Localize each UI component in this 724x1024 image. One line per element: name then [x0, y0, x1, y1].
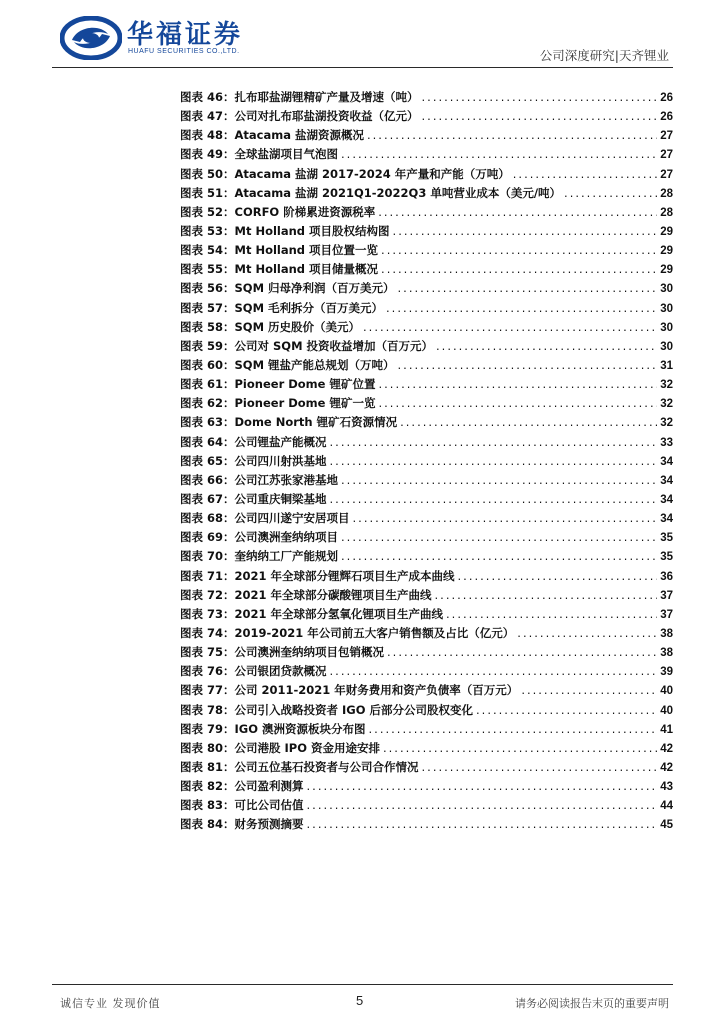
toc-dot-leader	[341, 547, 657, 566]
toc-entry[interactable]	[180, 739, 673, 758]
toc-entry-label: 图表 72：2021 年全球部分碳酸锂项目生产曲线	[180, 587, 432, 602]
toc-entry-page: 40	[660, 685, 673, 698]
toc-entry[interactable]	[180, 88, 673, 107]
toc-entry[interactable]	[180, 394, 673, 413]
toc-entry[interactable]	[180, 126, 673, 145]
toc-entry-label: 图表 75：公司澳洲奎纳纳项目包销概况	[180, 645, 385, 660]
toc-entry-page: 35	[660, 532, 673, 545]
toc-entry[interactable]	[180, 701, 673, 720]
brand-name-en: HUAFU SECURITIES CO.,LTD.	[128, 48, 240, 55]
toc-entry-page: 27	[660, 130, 673, 143]
toc-dot-leader	[564, 184, 657, 203]
footer-slogan: 诚信专业 发现价值	[60, 997, 161, 1010]
toc-entry-label: 图表 80：公司港股 IPO 资金用途安排	[180, 740, 380, 755]
toc-entry-label: 图表 66：公司江苏张家港基地	[180, 472, 339, 487]
toc-entry-page: 33	[660, 436, 673, 449]
toc-entry[interactable]	[180, 796, 673, 815]
toc-entry-label: 图表 60：SQM 锂盐产能总规划（万吨）	[180, 357, 395, 372]
toc-entry-page: 27	[660, 149, 673, 162]
toc-entry-label: 图表 50：Atacama 盐湖 2017-2024 年产量和产能（万吨）	[180, 166, 510, 181]
toc-entry[interactable]	[180, 241, 673, 260]
toc-entry-label: 图表 59：公司对 SQM 投资收益增加（百万元）	[180, 338, 434, 353]
toc-entry-page: 37	[660, 608, 673, 621]
toc-dot-leader	[435, 586, 658, 605]
toc-entry-label: 图表 78：公司引入战略投资者 IGO 后部分公司股权变化	[180, 702, 474, 717]
toc-entry-page: 35	[660, 551, 673, 564]
toc-dot-leader	[393, 222, 658, 241]
toc-entry-page: 31	[660, 359, 673, 372]
toc-entry-page: 32	[660, 398, 673, 411]
toc-entry-label: 图表 54：Mt Holland 项目位置一览	[180, 243, 379, 258]
toc-entry[interactable]	[180, 815, 673, 834]
toc-entry-label: 图表 53：Mt Holland 项目股权结构图	[180, 223, 390, 238]
toc-entry-label: 图表 63：Dome North 锂矿石资源情况	[180, 415, 398, 430]
toc-entry-page: 30	[660, 283, 673, 296]
toc-entry-label: 图表 71：2021 年全球部分锂辉石项目生产成本曲线	[180, 568, 455, 583]
toc-entry-label: 图表 83：可比公司估值	[180, 798, 304, 813]
toc-entry[interactable]	[180, 720, 673, 739]
toc-dot-leader	[378, 394, 657, 413]
toc-entry-page: 37	[660, 589, 673, 602]
toc-entry[interactable]	[180, 605, 673, 624]
toc-entry[interactable]	[180, 643, 673, 662]
toc-entry-label: 图表 55：Mt Holland 项目储量概况	[180, 262, 379, 277]
footer-disclaimer-note: 请务必阅读报告末页的重要声明	[515, 997, 669, 1010]
toc-entry[interactable]	[180, 777, 673, 796]
toc-entry-page: 32	[660, 379, 673, 392]
toc-dot-leader	[513, 165, 657, 184]
toc-dot-leader	[422, 758, 658, 777]
toc-entry[interactable]	[180, 758, 673, 777]
toc-dot-leader	[476, 701, 657, 720]
toc-entry-label: 图表 65：公司四川射洪基地	[180, 453, 327, 468]
toc-entry[interactable]	[180, 624, 673, 643]
toc-entry-label: 图表 82：公司盈利测算	[180, 779, 304, 794]
toc-entry-page: 26	[660, 111, 673, 124]
toc-entry-page: 28	[660, 206, 673, 219]
toc-entry-label: 图表 46：扎布耶盐湖锂精矿产量及增速（吨）	[180, 90, 419, 104]
toc-entry-page: 29	[660, 245, 673, 258]
toc-entry[interactable]	[180, 299, 673, 318]
toc-entry[interactable]	[180, 471, 673, 490]
toc-entry-page: 36	[660, 570, 673, 583]
toc-dot-leader	[517, 624, 657, 643]
page-header	[0, 0, 724, 70]
toc-dot-leader	[387, 643, 657, 662]
toc-entry[interactable]	[180, 413, 673, 432]
toc-entry-label: 图表 70：奎纳纳工厂产能规划	[180, 549, 339, 564]
toc-dot-leader	[330, 452, 658, 471]
toc-entry[interactable]	[180, 318, 673, 337]
report-type-title: 公司深度研究|天齐锂业	[539, 48, 669, 63]
toc-entry-page: 34	[660, 513, 673, 526]
toc-dot-leader	[521, 681, 657, 700]
toc-entry[interactable]	[180, 145, 673, 164]
toc-entry-page: 30	[660, 321, 673, 334]
figure-index-list	[180, 88, 673, 834]
toc-entry-page: 42	[660, 761, 673, 774]
toc-entry[interactable]	[180, 356, 673, 375]
toc-entry-label: 图表 52：CORFO 阶梯累进资源税率	[180, 204, 376, 219]
toc-dot-leader	[422, 107, 658, 126]
toc-entry-label: 图表 48：Atacama 盐湖资源概况	[180, 128, 364, 143]
toc-entry-page: 45	[660, 819, 673, 832]
huafu-logo-icon	[60, 16, 122, 60]
toc-entry-label: 图表 56：SQM 归母净利润（百万美元）	[180, 281, 395, 296]
toc-dot-leader	[353, 509, 658, 528]
toc-dot-leader	[446, 605, 657, 624]
toc-entry-page: 29	[660, 225, 673, 238]
toc-entry[interactable]	[180, 107, 673, 126]
footer-divider	[52, 984, 673, 985]
toc-dot-leader	[330, 490, 658, 509]
toc-entry-page: 34	[660, 493, 673, 506]
toc-entry-label: 图表 57：SQM 毛利拆分（百万美元）	[180, 300, 384, 315]
toc-dot-leader	[398, 356, 658, 375]
toc-entry[interactable]	[180, 337, 673, 356]
toc-entry[interactable]	[180, 452, 673, 471]
toc-dot-leader	[381, 241, 657, 260]
toc-entry-page: 38	[660, 627, 673, 640]
toc-dot-leader	[369, 720, 658, 739]
toc-entry-page: 34	[660, 474, 673, 487]
toc-entry-label: 图表 68：公司四川遂宁安居项目	[180, 511, 350, 526]
toc-entry[interactable]	[180, 184, 673, 203]
toc-dot-leader	[400, 413, 657, 432]
toc-entry-label: 图表 61：Pioneer Dome 锂矿位置	[180, 377, 376, 392]
toc-entry-page: 34	[660, 455, 673, 468]
toc-entry-page: 30	[660, 302, 673, 315]
toc-entry[interactable]	[180, 567, 673, 586]
toc-entry-page: 40	[660, 704, 673, 717]
toc-dot-leader	[363, 318, 657, 337]
toc-entry-label: 图表 67：公司重庆铜梁基地	[180, 491, 327, 506]
toc-entry-page: 43	[660, 781, 673, 794]
toc-entry-label: 图表 69：公司澳洲奎纳纳项目	[180, 530, 339, 545]
toc-entry[interactable]	[180, 681, 673, 700]
toc-entry-page: 39	[660, 666, 673, 679]
toc-entry-page: 28	[660, 187, 673, 200]
header-divider	[52, 67, 673, 68]
toc-entry-page: 32	[660, 417, 673, 430]
toc-dot-leader	[436, 337, 657, 356]
toc-dot-leader	[383, 739, 657, 758]
brand-name-cn: 华福证券	[127, 20, 244, 50]
toc-entry[interactable]	[180, 165, 673, 184]
toc-dot-leader	[386, 299, 657, 318]
toc-dot-leader	[307, 815, 658, 834]
toc-entry-page: 41	[660, 723, 673, 736]
toc-entry[interactable]	[180, 375, 673, 394]
toc-dot-leader	[378, 375, 657, 394]
toc-entry-page: 44	[660, 800, 673, 813]
toc-entry-page: 26	[660, 92, 673, 104]
toc-entry-label: 图表 62：Pioneer Dome 锂矿一览	[180, 396, 376, 411]
toc-entry[interactable]	[180, 528, 673, 547]
toc-dot-leader	[330, 662, 658, 681]
toc-entry-label: 图表 77：公司 2011-2021 年财务费用和资产负债率（百万元）	[180, 683, 519, 698]
toc-entry[interactable]	[180, 586, 673, 605]
toc-dot-leader	[381, 260, 657, 279]
toc-entry-label: 图表 49：全球盐湖项目气泡图	[180, 147, 339, 162]
toc-entry-label: 图表 58：SQM 历史股价（美元）	[180, 319, 361, 334]
toc-dot-leader	[378, 203, 657, 222]
toc-entry-label: 图表 51：Atacama 盐湖 2021Q1-2022Q3 单吨营业成本（美元/吨）	[180, 185, 562, 200]
toc-entry[interactable]	[180, 279, 673, 298]
toc-entry[interactable]	[180, 509, 673, 528]
toc-dot-leader	[422, 88, 658, 107]
toc-entry[interactable]	[180, 260, 673, 279]
toc-entry-label: 图表 84：财务预测摘要	[180, 817, 304, 832]
toc-entry[interactable]	[180, 490, 673, 509]
toc-entry-page: 29	[660, 264, 673, 277]
page-number: 5	[356, 993, 364, 1008]
toc-dot-leader	[307, 777, 658, 796]
toc-dot-leader	[307, 796, 658, 815]
toc-dot-leader	[341, 528, 657, 547]
toc-entry-label: 图表 64：公司锂盐产能概况	[180, 434, 327, 449]
toc-entry-label: 图表 73：2021 年全球部分氢氧化锂项目生产曲线	[180, 606, 444, 621]
toc-dot-leader	[341, 145, 657, 164]
toc-entry[interactable]	[180, 222, 673, 241]
toc-dot-leader	[458, 567, 658, 586]
toc-entry[interactable]	[180, 662, 673, 681]
toc-entry-label: 图表 81：公司五位基石投资者与公司合作情况	[180, 759, 419, 774]
toc-entry[interactable]	[180, 547, 673, 566]
toc-dot-leader	[341, 471, 657, 490]
toc-entry-label: 图表 47：公司对扎布耶盐湖投资收益（亿元）	[180, 109, 419, 124]
toc-entry-label: 图表 76：公司银团贷款概况	[180, 664, 327, 679]
toc-entry-page: 27	[660, 168, 673, 181]
toc-entry[interactable]	[180, 433, 673, 452]
toc-dot-leader	[367, 126, 657, 145]
toc-entry-label: 图表 74：2019-2021 年公司前五大客户销售额及占比（亿元）	[180, 625, 515, 640]
toc-dot-leader	[330, 433, 658, 452]
toc-entry-page: 42	[660, 742, 673, 755]
toc-entry-page: 30	[660, 340, 673, 353]
toc-entry-page: 38	[660, 647, 673, 660]
toc-entry-label: 图表 79：IGO 澳洲资源板块分布图	[180, 721, 366, 736]
toc-entry[interactable]	[180, 203, 673, 222]
toc-dot-leader	[398, 279, 658, 298]
